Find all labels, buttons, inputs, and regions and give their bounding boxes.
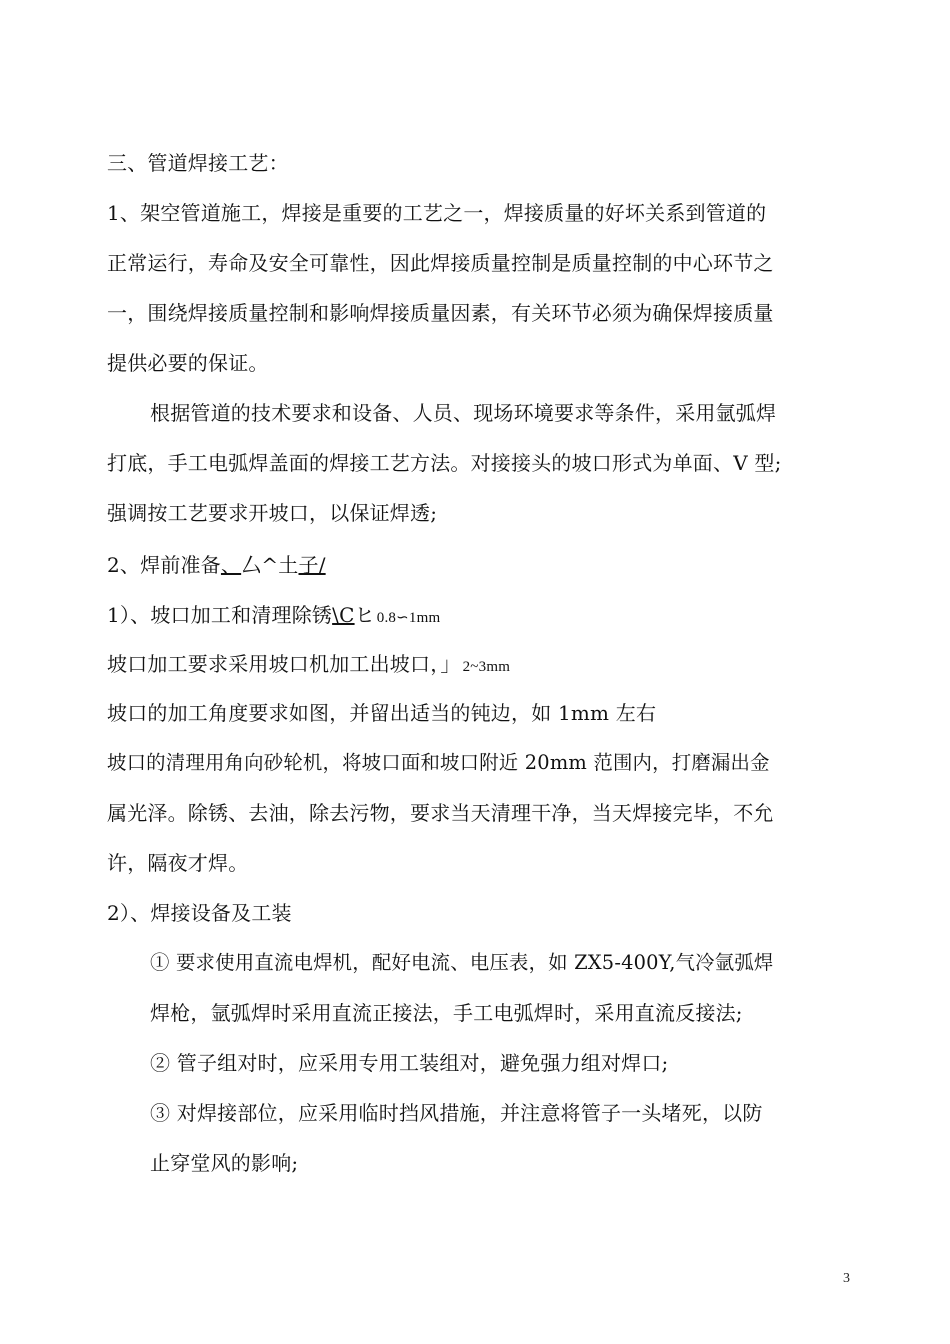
body-line: 坡口的加工角度要求如图，并留出适当的钝边，如 1mm 左右 <box>107 701 657 725</box>
page-number: 3 <box>843 1271 850 1286</box>
paragraph-line: 强调按工艺要求开坡口，以保证焊透; <box>107 501 438 525</box>
underlined-text: 、 <box>220 553 242 577</box>
paragraph-line: 一，围绕焊接质量控制和影响焊接质量因素，有关环节必须为确保焊接质量 <box>107 301 774 325</box>
dimension-note: 0.8∽1mm <box>376 610 441 626</box>
garbled-text: 厶^土 <box>241 553 299 577</box>
list-item-line: ① 要求使用直流电焊机，配好电流、电压表，如 ZX5-400Y,气冷氩弧焊 <box>150 951 774 974</box>
paragraph-line: 打底，手工电弧焊盖面的焊接工艺方法。对接接头的坡口形式为单面、V 型; <box>107 451 782 475</box>
subsection-heading-text: 2、焊前准备 <box>107 553 221 577</box>
garbled-text: ヒ <box>354 603 375 627</box>
body-line <box>107 651 510 680</box>
subsection-heading: 2）、焊接设备及工装 <box>107 901 292 925</box>
list-item-line: ③ 对焊接部位，应采用临时挡风措施，并注意将管子一头堵死，以防 <box>150 1101 763 1125</box>
dimension-note: 2~3mm <box>462 659 511 675</box>
list-item-line: 焊枪，氩弧焊时采用直流正接法，手工电弧焊时，采用直流反接法; <box>150 1001 743 1025</box>
underlined-text: \C <box>332 603 355 627</box>
subsection-heading-text: 1）、坡口加工和清理除锈 <box>107 603 333 627</box>
paragraph-line: 提供必要的保证。 <box>107 351 269 375</box>
body-line-text: 坡口加工要求采用坡口机加工出坡口，」 <box>107 652 461 676</box>
paragraph-line: 根据管道的技术要求和设备、人员、现场环境要求等条件，采用氩弧焊 <box>150 401 777 425</box>
subsection-heading <box>107 552 326 578</box>
paragraph-line: 许，隔夜才焊。 <box>107 851 249 875</box>
list-item-line: 止穿堂风的影响; <box>150 1151 299 1175</box>
list-item-line: ② 管子组对时，应采用专用工装组对，避免强力组对焊口; <box>150 1051 669 1075</box>
section-title: 三、管道焊接工艺： <box>107 151 289 175</box>
subsection-heading <box>107 602 440 631</box>
paragraph-line: 正常运行，寿命及安全可靠性，因此焊接质量控制是质量控制的中心环节之 <box>107 251 774 275</box>
paragraph-line: 属光泽。除锈、去油，除去污物，要求当天清理干净，当天焊接完毕，不允 <box>107 801 774 825</box>
paragraph-line: 坡口的清理用角向砂轮机，将坡口面和坡口附近 20mm 范围内，打磨漏出金 <box>107 751 770 774</box>
underlined-text: 子/ <box>298 553 326 577</box>
paragraph-line: 1、架空管道施工，焊接是重要的工艺之一，焊接质量的好坏关系到管道的 <box>107 201 767 225</box>
